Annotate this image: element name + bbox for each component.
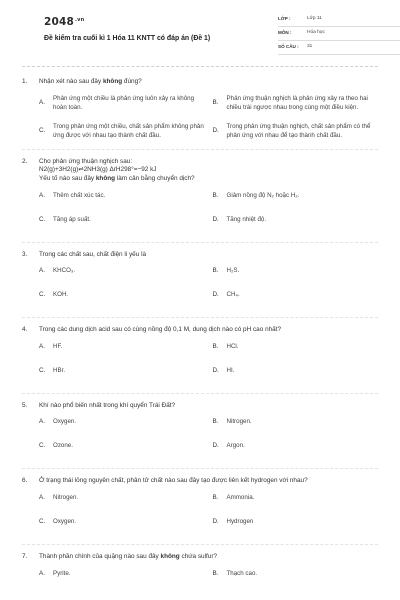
question-text: Nhận xét nào sau đây không đúng? [39,78,142,85]
question-number: 3. [22,250,28,258]
option-grid [22,343,378,385]
option-grid [22,192,378,234]
question-prompt: Yếu tố nào sau đây không làm cân bằng chuyển dịch? [39,174,195,182]
document-title: Đề kiểm tra cuối kì 1 Hóa 11 KNTT có đáp án (Đề 1) [44,35,211,42]
option-a[interactable]: A. Pyrite. [39,569,71,577]
meta-row-count [278,41,400,55]
meta-value: Lớp 11 [307,16,322,22]
option-grid [22,494,378,536]
meta-key: SỐ CÂU : [278,44,299,50]
option-b[interactable]: B. Thạch cao. [212,569,258,577]
option-d[interactable]: D. Argon. [212,442,245,450]
question-3 [22,251,378,310]
question-separator [22,468,378,469]
option-c[interactable]: C. Oxygen. [39,518,77,526]
option-grid [22,418,378,460]
question-number: 7. [22,553,28,561]
question-text: Thành phần chính của quặng nào sau đây không chứa sulfur? [39,553,218,561]
option-grid [22,267,378,309]
option-d[interactable]: D. Hydrogen [212,518,254,526]
question-separator [22,393,378,394]
option-a[interactable]: A. Nitrogen. [39,494,79,502]
reaction-equation: N2(g)+3H2(g)⇌2NH3(g) ΔrH298°=−92 kJ [39,166,157,174]
question-list [22,78,378,588]
question-text: Trong các dung dịch acid sau có cùng nồng độ 0,1 M, dung dịch nào có pH cao nhất? [39,326,282,334]
meta-value: Hóa học [307,30,325,36]
meta-key: LỚP : [278,16,291,22]
question-text: Khí nào phổ biến nhất trong khí quyển Trái Đất? [39,401,176,409]
option-d[interactable]: D. Tăng nhiệt độ. [212,215,267,223]
question-1 [22,78,378,141]
option-a[interactable]: A. KHCO₃. [39,267,76,275]
question-number: 1. [22,78,28,85]
option-d[interactable]: D. HI. [212,366,235,374]
option-c[interactable]: C. KOH. [39,291,69,299]
meta-key: MÔN : [278,30,292,36]
option-b[interactable]: B. HCl. [212,342,239,350]
document-header [22,0,378,64]
site-logo[interactable]: $2048^{.vn}$ [44,16,85,28]
exam-meta-box [278,13,400,55]
option-b[interactable]: B. Nitrogen. [212,418,252,426]
option-d[interactable]: D. CH₄. [212,291,240,299]
meta-row-subject [278,27,400,41]
question-number: 5. [22,401,28,409]
option-c[interactable]: C. HBr. [39,366,66,374]
header-divider [22,66,378,67]
question-separator [22,317,378,318]
meta-row-class [278,13,400,27]
option-b[interactable]: B. H₂S. [212,267,240,275]
option-grid [22,570,378,588]
question-5 [22,402,378,461]
option-b[interactable]: B. Phản ứng thuận nghịch là phản ứng xảy ra theo hai chiều trái ngược nhau trong cùng một điều kiện. [212,95,368,111]
question-2 [22,158,378,234]
question-7 [22,553,378,588]
option-a[interactable]: A. Phản ứng một chiều là phản ứng luôn xảy ra không hoàn toàn. [39,95,195,111]
question-number: 4. [22,326,28,334]
question-number: 6. [22,477,28,485]
question-separator [22,544,378,545]
option-b[interactable]: B. Ammonia. [212,494,255,502]
question-4 [22,326,378,385]
option-d[interactable]: D. Trong phản ứng thuận nghịch, chất sản phẩm có thể phản ứng với nhau để tạo thành chất đầu. [212,123,371,139]
option-c[interactable]: C. Ozone. [39,442,73,450]
option-c[interactable]: C. Tăng áp suất. [39,215,91,223]
question-number: 2. [22,157,28,165]
question-6 [22,477,378,536]
option-b[interactable]: B. Giảm nồng độ N₂ hoặc H₂. [212,191,300,199]
option-c[interactable]: C. Trong phản ứng một chiều, chất sản phẩm không phản ứng được với nhau tạo thành chất đầu. [39,123,204,139]
question-text: Trong các chất sau, chất điện li yếu là [39,250,147,258]
question-separator [22,149,378,150]
option-a[interactable]: A. Oxygen. [39,418,77,426]
question-text: Cho phản ứng thuận nghịch sau: [39,157,133,165]
option-grid [22,95,378,141]
question-separator [22,242,378,243]
question-text: Ở trạng thái lỏng nguyên chất, phân tử chất nào sau đây tạo được liên kết hydrogen với nhau? [39,477,308,485]
option-a[interactable]: A. Thêm chất xúc tác. [39,191,106,199]
meta-value: 31 [307,44,313,50]
option-a[interactable]: A. HF. [39,342,63,350]
